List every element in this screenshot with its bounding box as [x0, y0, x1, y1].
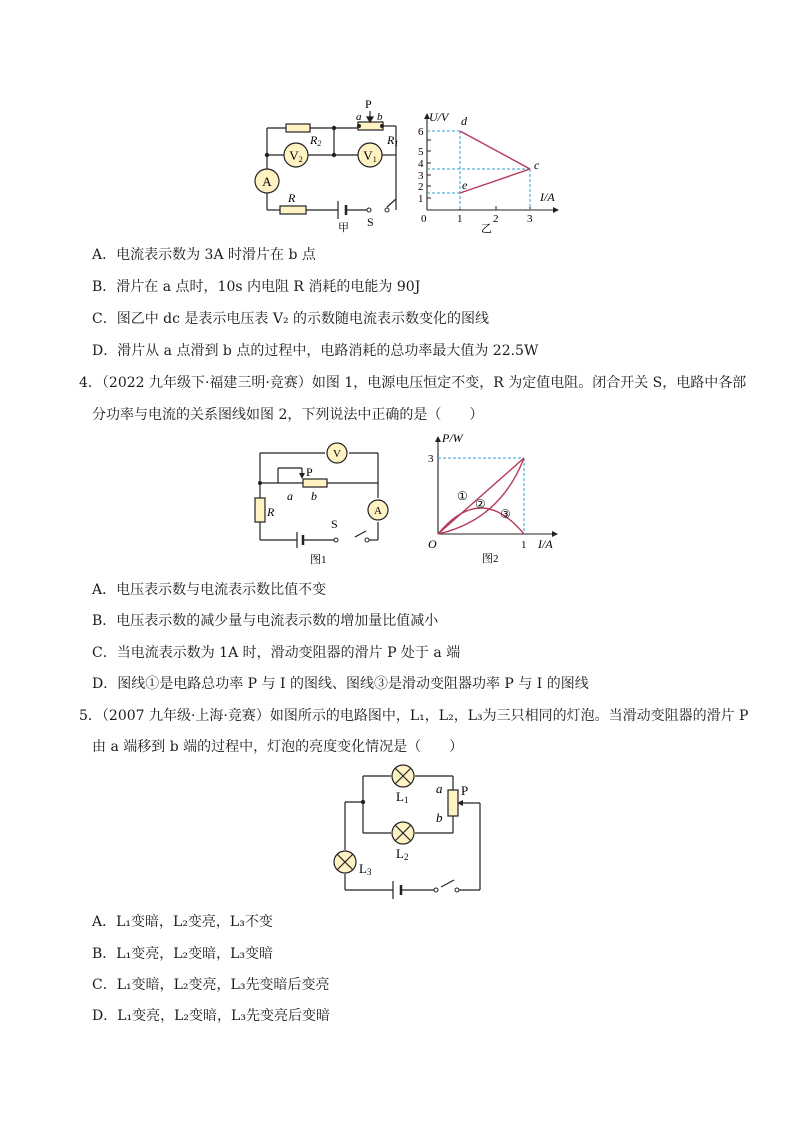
- r-label: R: [288, 191, 296, 205]
- q3-option-b: B．滑片在 a 点时，10s 内电阻 R 消耗的电能为 90J: [92, 279, 421, 295]
- ammeter-icon: [255, 169, 279, 193]
- svg-text:4: 4: [418, 158, 424, 170]
- svg-text:a: a: [436, 781, 443, 796]
- q4-graph-2: [420, 430, 570, 570]
- svg-text:③: ③: [500, 507, 511, 521]
- r2-resistor: [286, 124, 310, 132]
- q5-stem-line1: 5．（2007 九年级·上海·竞赛）如图所示的电路图中，L₁，L₂，L₃为三只相同的灯泡。当滑动变阻器的滑片 P: [79, 708, 749, 724]
- svg-text:1: 1: [418, 193, 424, 205]
- caption-fig2: 图2: [482, 553, 499, 565]
- svg-text:3: 3: [418, 170, 424, 182]
- q4-option-d: D．图线①是电路总功率 P 与 I 的图线、图线③是滑动变阻器功率 P 与 I 的图线: [92, 676, 589, 692]
- svg-text:2: 2: [493, 213, 499, 225]
- svg-text:V2: V2: [289, 148, 303, 164]
- r-resistor: [280, 206, 306, 214]
- svg-text:P/W: P/W: [442, 431, 463, 445]
- q4-stem-line2: 分功率与电流的关系图线如图 2，下列说法中正确的是（ ）: [92, 407, 484, 423]
- svg-text:I/A: I/A: [538, 537, 553, 551]
- line-ec: [460, 169, 530, 193]
- svg-text:2: 2: [418, 181, 424, 193]
- q5-stem-line2: 由 a 端移到 b 端的过程中，灯泡的亮度变化情况是（ ）: [92, 739, 464, 755]
- v1-voltmeter-icon: [358, 143, 382, 167]
- q5-option-d: D．L₁变亮，L₂变暗，L₃先变亮后变暗: [92, 1008, 330, 1024]
- svg-text:a: a: [287, 489, 293, 503]
- svg-text:V1: V1: [363, 148, 377, 164]
- lamp-l3-icon: [334, 851, 356, 873]
- svg-text:O: O: [428, 537, 437, 551]
- svg-text:3: 3: [428, 453, 434, 465]
- point-e-label: e: [462, 178, 468, 192]
- svg-text:b: b: [311, 489, 317, 503]
- q5-option-b: B．L₁变亮，L₂变暗，L₃变暗: [92, 946, 274, 962]
- svg-text:6: 6: [418, 126, 424, 138]
- svg-text:A: A: [262, 174, 272, 189]
- ammeter-icon: [368, 500, 388, 520]
- caption-fig1: 图1: [310, 554, 327, 566]
- q3-circuit-diagram-jia: [250, 95, 420, 235]
- svg-text:P: P: [461, 783, 469, 798]
- svg-text:P: P: [306, 465, 313, 479]
- r2-label: R2: [310, 133, 322, 148]
- q5-circuit-diagram: [325, 760, 495, 905]
- line-dc: [460, 131, 530, 169]
- rheostat: [303, 479, 327, 487]
- point-c-label: c: [534, 158, 540, 172]
- svg-text:②: ②: [475, 497, 486, 511]
- v2-voltmeter-icon: [284, 143, 308, 167]
- voltmeter-icon: [327, 443, 347, 463]
- q3-option-a: A．电流表示数为 3A 时滑片在 b 点: [92, 247, 316, 263]
- q5-option-c: C．L₁变暗，L₂变亮，L₃先变暗后变亮: [92, 977, 330, 993]
- q4-option-a: A．电压表示数与电流表示数比值不变: [92, 582, 327, 598]
- lamp-l2-icon: [392, 822, 414, 844]
- svg-text:R: R: [267, 505, 275, 519]
- q3-option-d: D．滑片从 a 点滑到 b 点的过程中，电路消耗的总功率最大值为 22.5W: [92, 343, 539, 359]
- q4-option-c: C．当电流表示数为 1A 时，滑动变阻器的滑片 P 处于 a 端: [92, 645, 461, 661]
- svg-text:①: ①: [457, 489, 468, 503]
- caption-yi: 乙: [481, 223, 492, 235]
- svg-text:L1: L1: [396, 789, 409, 805]
- end-b-label: b: [377, 111, 383, 123]
- svg-text:5: 5: [418, 146, 424, 158]
- q3-graph-yi: [415, 105, 570, 235]
- q3-option-c: C．图乙中 dc 是表示电压表 V₂ 的示数随电流表示数变化的图线: [92, 311, 490, 327]
- q4-stem-line1: 4．（2022 九年级下·福建三明·竞赛）如图 1，电源电压恒定不变，R 为定值电阻。闭合开关 S，电路中各部: [79, 375, 747, 391]
- x-axis-label: I/A: [540, 190, 555, 204]
- caption-jia: 甲: [338, 222, 349, 234]
- svg-text:1: 1: [457, 213, 463, 225]
- curve-1: [438, 458, 524, 534]
- svg-text:3: 3: [527, 213, 533, 225]
- svg-text:S: S: [331, 517, 338, 531]
- q4-option-b: B．电压表示数的减少量与电流表示数的增加量比值减小: [92, 613, 439, 629]
- slider-p-label: P: [365, 97, 372, 111]
- origin-label: 0: [421, 213, 427, 225]
- svg-text:A: A: [374, 505, 382, 517]
- q4-circuit-diagram-1: [245, 440, 395, 570]
- q5-option-a: A．L₁变暗，L₂变亮，L₃不变: [92, 914, 273, 930]
- svg-text:b: b: [436, 810, 443, 825]
- y-axis-label: U/V: [429, 110, 449, 124]
- rheostat: [448, 790, 458, 816]
- end-a-label: a: [356, 111, 362, 123]
- point-d-label: d: [461, 114, 467, 128]
- svg-text:L2: L2: [396, 846, 409, 862]
- svg-text:1: 1: [521, 539, 527, 551]
- r1-rheostat: [358, 122, 383, 130]
- r1-label: R1: [387, 133, 399, 148]
- switch-s-label: S: [367, 215, 374, 229]
- r-resistor: [255, 498, 265, 522]
- svg-text:L3: L3: [359, 861, 372, 877]
- svg-text:V: V: [333, 448, 341, 460]
- lamp-l1-icon: [392, 765, 414, 787]
